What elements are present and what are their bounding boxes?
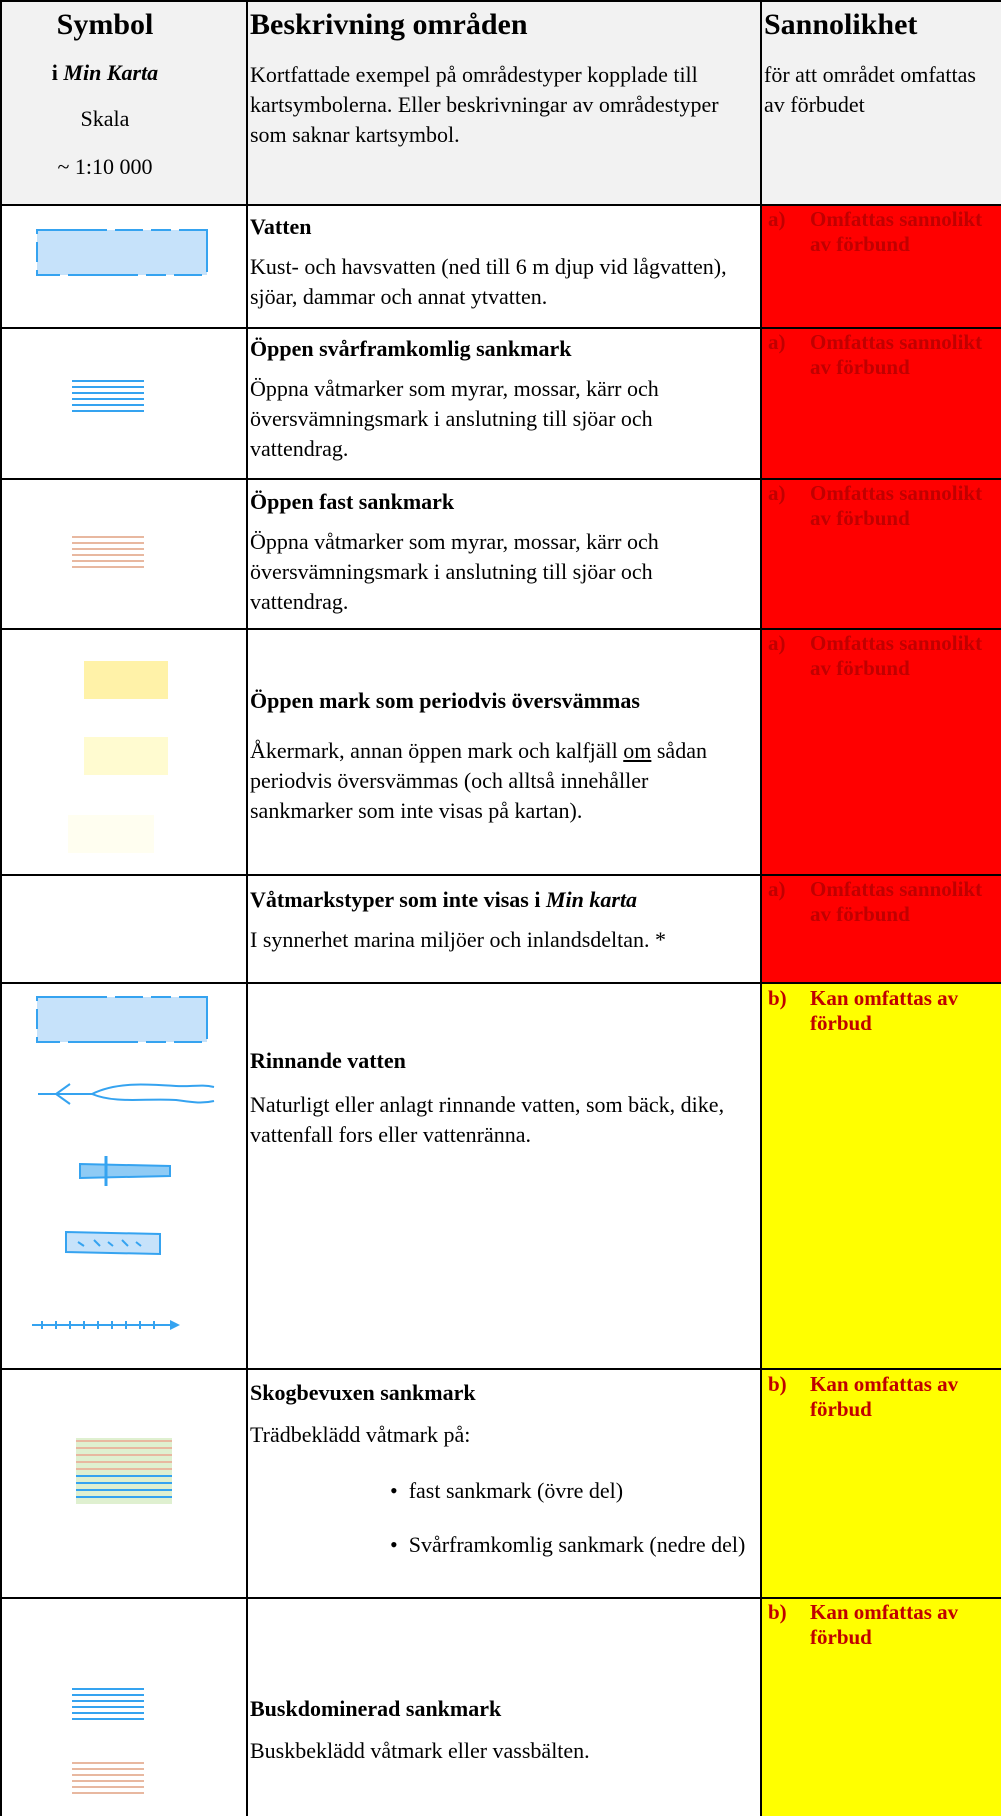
prob-text: Omfattas sannolikt av förbund [810,207,983,256]
row-desc: Naturligt eller anlagt rinnande vatten, som bäck, dike, vattenfall fors eller vattenränna. [250,1092,725,1147]
prob-cell-bg [762,984,1001,1368]
prob-letter: b) [768,1372,787,1396]
prob-text: Kan omfattas av förbud [810,986,959,1035]
rapids-icon [64,1226,164,1265]
grid-line [0,204,1001,206]
prob-text: Kan omfattas av förbud [810,1600,959,1649]
col-symbol-scale-label: Skala [80,106,130,131]
brown-lines-icon [72,534,144,575]
row-title: Vatten [250,214,312,239]
row-title: Öppen fast sankmark [250,489,455,514]
col-description-title: Beskrivning områden [250,8,528,41]
grid-line [0,982,1001,984]
row-title: Buskdominerad sankmark [250,1696,502,1721]
list-item: • fast sankmark (övre del) [390,1478,624,1503]
grid-line [0,0,2,1816]
col-description-sub: Kortfattade exempel på områdestyper kopplade till kartsymbolerna. Eller beskrivningar av områdestyper som saknar kartsymbol. [250,62,719,147]
grid-line [760,0,762,1816]
brown-lines-icon [72,1760,144,1801]
prob-text: Omfattas sannolikt av förbund [810,330,983,379]
row-desc: Åkermark, annan öppen mark och kalfjäll om sådan periodvis översvämmas (och alltså innehåller sankmarker som inte visas på kartan). [250,738,707,823]
pale-yellow-area-icon [68,815,154,853]
water-area-icon [35,995,210,1050]
prob-text: Omfattas sannolikt av förbund [810,631,983,680]
grid-line [0,478,1001,480]
prob-letter: a) [768,631,786,655]
col-probability-title: Sannolikhet [764,8,918,41]
stream-icon [36,1078,216,1115]
row-title: Våtmarkstyper som inte visas i Min karta [250,887,638,912]
grid-line [0,327,1001,329]
prob-letter: a) [768,207,786,231]
grid-line [0,874,1001,876]
grid-line [246,0,248,1816]
forest-wetland-icon [76,1438,172,1509]
col-symbol-scale: ~ 1:10 000 [57,154,153,179]
prob-text: Kan omfattas av förbud [810,1372,959,1421]
row-title: Skogbevuxen sankmark [250,1380,476,1405]
row-title: Rinnande vatten [250,1048,406,1073]
ditch-icon [32,1318,182,1336]
prob-letter: b) [768,986,787,1010]
prob-letter: a) [768,877,786,901]
list-item: • Svårframkomlig sankmark (nedre del) [390,1532,746,1557]
prob-letter: a) [768,481,786,505]
grid-line [0,0,1001,2]
prob-letter: b) [768,1600,787,1624]
col-probability-sub: för att området omfattas av förbudet [764,62,976,117]
grid-line [0,1597,1001,1599]
row-title: Öppen mark som periodvis översvämmas [250,688,640,713]
prob-text: Omfattas sannolikt av förbund [810,481,983,530]
row-desc: Kust- och havsvatten (ned till 6 m djup vid lågvatten), sjöar, dammar och annat ytvatten. [250,254,727,309]
blue-lines-icon [72,1686,144,1727]
col-symbol-sub: i Min Karta [51,60,159,85]
row-desc: Buskbeklädd våtmark eller vassbälten. [250,1738,590,1763]
prob-letter: a) [768,330,786,354]
prob-text: Omfattas sannolikt av förbund [810,877,983,926]
culvert-icon [78,1156,172,1191]
blue-lines-icon [72,378,144,419]
row-title: Öppen svårframkomlig sankmark [250,336,572,361]
row-desc: I synnerhet marina miljöer och inlandsdeltan. * [250,927,667,952]
yellow-area-icon [84,661,168,699]
grid-line [0,1368,1001,1370]
col-symbol-title: Symbol [56,8,154,41]
light-yellow-area-icon [84,737,168,775]
row-desc: Trädbeklädd våtmark på: [250,1422,471,1447]
water-area-icon [35,228,210,283]
grid-line [0,628,1001,630]
row-desc: Öppna våtmarker som myrar, mossar, kärr och översvämningsmark i anslutning till sjöar och vattendrag. [250,529,659,614]
row-desc: Öppna våtmarker som myrar, mossar, kärr och översvämningsmark i anslutning till sjöar och vattendrag. [250,376,659,461]
